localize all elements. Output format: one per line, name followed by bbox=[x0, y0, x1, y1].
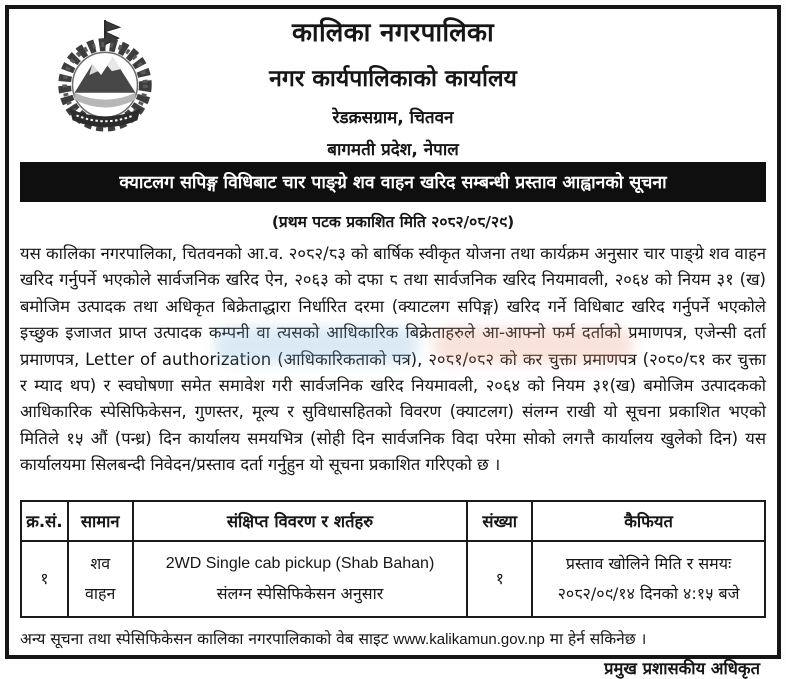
col-header-item: सामान bbox=[68, 501, 133, 541]
notice-body-paragraph: यस कालिका नगरपालिका, चितवनको आ.व. २०८२/८३ को बार्षिक स्वीकृत योजना तथा कार्यक्रम अनुसार चार पाङ्ग्रे शव वाहन खरिद गर्नुपर्ने भएकोले सार्वजनिक खरिद ऐन, २०६३ को दफा ८ तथा सार्वजनिक खरिद नियमावली, २०६४ को नियम ३१ (ख) बमोजिम उत्पादक तथा अधिकृत बिक्रेताद्धारा निर्धारित दरमा (क्याटलग सपिङ्ग) खरिद गर्ने विधिबाट खरिद गर्नुपर्ने भएकोले इच्छुक इजाजत प्राप्त उत्पादक कम्पनी वा त्यसको आधिकारिक बिक्रेताहरुले आ-आफ्नो फर्म दर्ताको प्रमाणपत्र, एजेन्सी दर्ता प्रमाणपत्र, Letter of authorization (आधिकारिकताको पत्र), २०८१/०८२ को कर चुक्ता प्रमाणपत्र (२०८०/८१ कर चुक्ता र म्याद थप) र स्वघोषणा समेत समावेश गरी सार्वजनिक खरिद नियमावली, २०६४ को नियम ३१(ख) बमोजिम उत्पादकको आधिकारिक स्पेसिफिकेसन, गुणस्तर, मूल्य र सुविधासहितको विवरण (क्याटलग) संलग्न राखी यो सूचना प्रकाशित भएको मितिले १५ औं (पन्ध्र) दिन कार्यालय समयभित्र (सोही दिन सार्वजनिक विदा परेमा सोको लगत्तै कार्यालय खुलेको दिन) यस कार्यालयमा सिलबन्दी निवेदन/प्रस्ताव दर्ता गर्नुहुन यो सूचना प्रकाशित गरिएको छ । bbox=[20, 244, 767, 475]
remarks-line-1: प्रस्ताव खोलिने मिति र समयः bbox=[565, 553, 732, 573]
footer-note-suffix: मा हेर्न सकिनेछ । bbox=[544, 629, 647, 648]
description-line-1: 2WD Single cab pickup (Shab Bahan) bbox=[165, 554, 435, 572]
address-line-2: बागमती प्रदेश, नेपाल bbox=[327, 139, 459, 160]
cell-sn: १ bbox=[21, 541, 68, 617]
col-header-description: संक्षिप्त विवरण र शर्तहरु bbox=[133, 501, 468, 541]
document-border bbox=[5, 5, 781, 678]
address-line-1: रेडक्रसग्राम, चितवन bbox=[332, 107, 454, 128]
table-header-row bbox=[21, 501, 765, 541]
description-line-2: संलग्न स्पेसिफिकेसन अनुसार bbox=[216, 583, 384, 603]
document-header bbox=[20, 15, 766, 160]
item-line-1: शव bbox=[90, 553, 111, 573]
cell-item bbox=[68, 541, 133, 617]
signatory-title: प्रमुख प्रशासकीय अधिकृत bbox=[604, 658, 760, 678]
col-header-quantity: संख्या bbox=[467, 501, 532, 541]
municipality-emblem-logo bbox=[46, 17, 164, 137]
office-name: नगर कार्यपालिकाको कार्यालय bbox=[269, 65, 517, 92]
col-header-remarks: कैफियत bbox=[532, 501, 765, 541]
footer-note-prefix: अन्य सूचना तथा स्पेसिफिकेसन कालिका नगरपालिकाको वेब साइट bbox=[20, 629, 394, 648]
col-header-sn: क्र.सं. bbox=[21, 501, 68, 541]
cell-remarks bbox=[532, 541, 765, 617]
items-table bbox=[20, 500, 766, 618]
municipality-name: कालिका नगरपालिका bbox=[291, 18, 495, 48]
footer-note bbox=[20, 627, 766, 649]
remarks-line-2: २०८२/०९/१४ दिनको ४:१५ बजे bbox=[557, 583, 740, 603]
item-line-2: वाहन bbox=[85, 583, 116, 603]
table-row bbox=[21, 541, 765, 617]
notice-title-banner: क्याटलग सपिङ्ग विधिबाट चार पाङ्ग्रे शव वाहन खरिद सम्बन्धी प्रस्ताव आह्वानको सूचना bbox=[20, 162, 766, 202]
cell-quantity: १ bbox=[467, 541, 532, 617]
website-url: www.kalikamun.gov.np bbox=[393, 630, 545, 648]
publication-date-line: (प्रथम पटक प्रकाशित मिति २०८२/०८/२९) bbox=[271, 213, 515, 231]
cell-description bbox=[133, 541, 468, 617]
